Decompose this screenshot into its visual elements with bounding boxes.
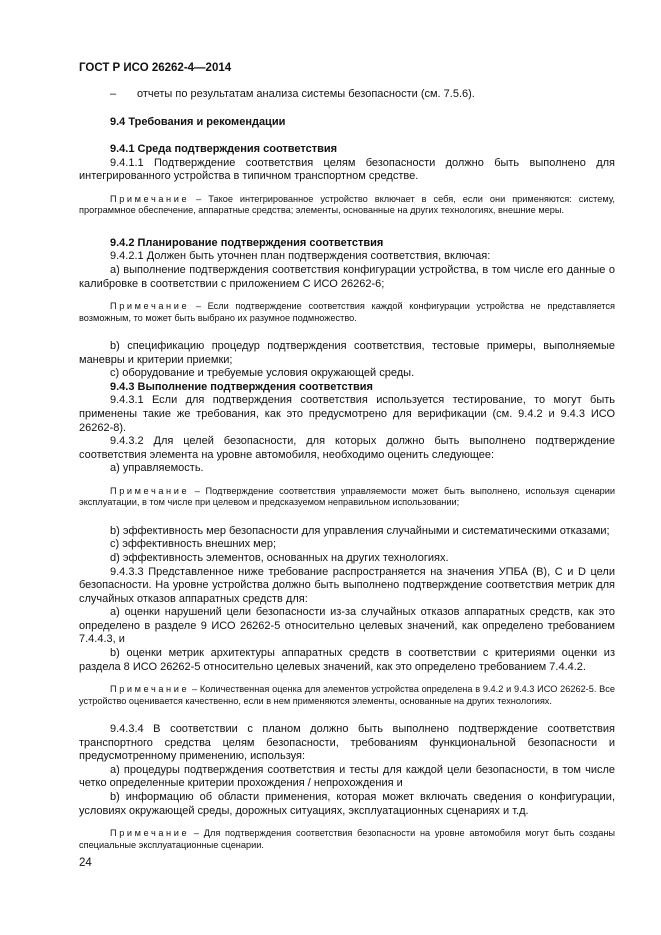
paragraph-9-4-3-2-d: d) эффективность элементов, основанных на других технологиях. [110, 551, 449, 564]
note-label: Примечание [110, 301, 190, 312]
note-5 [79, 828, 615, 851]
paragraph-9-4-2-1-b: b) спецификацию процедур подтверждения соответствия, тестовые примеры, выполняемые маневры и критерии приемки; [79, 339, 615, 366]
section-heading-9-4-1: 9.4.1 Среда подтверждения соответствия [110, 143, 338, 156]
note-3 [79, 486, 615, 509]
paragraph-9-4-2-1-a: a) выполнение подтверждения соответствия конфигурации устройства, в том числе его данные о калибровке в соответствии с приложением С ИСО 26262-6; [79, 263, 615, 290]
section-heading-9-4: 9.4 Требования и рекомендации [110, 115, 286, 128]
dash-list-item-text: отчеты по результатам анализа системы безопасности (см. 7.5.6). [137, 88, 475, 100]
paragraph-9-4-3-2-c: c) эффективность внешних мер; [110, 538, 277, 551]
paragraph-9-4-1-1: 9.4.1.1 Подтверждение соответствия целям безопасности должно быть выполнено для интегрированного устройства в типичном транспортном средстве. [79, 156, 615, 183]
paragraph-9-4-2-1: 9.4.2.1 Должен быть уточнен план подтверждения соответствия, включая: [110, 250, 491, 263]
paragraph-9-4-3-3-b: b) оценки метрик архитектуры аппаратных средств в соответствии с критериями оценки из раздела 8 ИСО 26262-5 относительно целевых значений, как это определено требованием 7.4.4.2. [79, 647, 615, 673]
paragraph-9-4-3-3: 9.4.3.3 Представленное ниже требование распространяется на значения УПБА (В), С и D цели безопасности. На уровне устройства должно быть выполнено подтверждение соответствия метрик для случайных отказов аппаратных средств для: [79, 565, 615, 605]
note-label: Примечание [110, 684, 190, 695]
note-label: Примечание [110, 485, 190, 496]
note-text: – Количественная оценка для элементов устройства определена в 9.4.2 и 9.4.3 ИСО 26262-5. Все устройство оценивается качественно, если в нем применяются элементы, основанные на других технологиях. [79, 684, 615, 706]
paragraph-9-4-3-4-b: b) информацию об области применения, которая может включать сведения о конфигурации, условиях окружающей среды, дорожных ситуациях, эксплуатационных сценариях и т.д. [79, 791, 615, 817]
section-heading-9-4-2: 9.4.2 Планирование подтверждения соответствия [110, 236, 384, 249]
note-label: Примечание [110, 193, 190, 204]
section-heading-9-4-3: 9.4.3 Выполнение подтверждения соответствия [110, 380, 373, 393]
note-2 [79, 301, 615, 324]
paragraph-9-4-3-2-b: b) эффективность мер безопасности для управления случайными и систематическими отказами; [110, 524, 610, 537]
paragraph-9-4-3-4-a: a) процедуры подтверждения соответствия и тесты для каждой цели безопасности, в том числе четко определенные критерии прохождения / непрохождения и [79, 763, 615, 790]
paragraph-9-4-2-1-c: c) оборудование и требуемые условия окружающей среды. [110, 367, 415, 380]
note-text: – Если подтверждение соответствия каждой конфигурации устройства не представляется возможным, то может быть выбрано их разумное подмножество. [79, 301, 615, 323]
paragraph-9-4-3-1: 9.4.3.1 Если для подтверждения соответствия используется тестирование, то могут быть применены такие же требования, как это предусмотрено для верификации (см. 9.4.2 и 9.4.3 ИСО 26262-8). [79, 394, 615, 434]
page-number: 24 [79, 857, 92, 869]
paragraph-9-4-3-3-a: a) оценки нарушений цели безопасности из-за случайных отказов аппаратных средств, как это определено в разделе 9 ИСО 26262-5 относительно целевых значений, как определено требованием 7.4.4.3, и [79, 606, 615, 646]
document-header: ГОСТ Р ИСО 26262-4—2014 [79, 62, 232, 74]
note-1 [79, 194, 615, 217]
paragraph-9-4-3-4: 9.4.3.4 В соответствии с планом должно быть выполнено подтверждение соответствия транспортного средства целям безопасности, требованиям функциональной безопасности и предусмотренному применению, используя: [79, 723, 615, 763]
note-4 [79, 684, 615, 707]
note-text: – Подтверждение соответствия управляемости может быть выполнено, используя сценарии эксплуатации, в том числе при целевом и предсказуемом неправильном использовании; [79, 485, 615, 508]
paragraph-9-4-3-2: 9.4.3.2 Для целей безопасности, для которых должно быть выполнено подтверждение соответствия элемента на уровне автомобиля, необходимо оценить следующее: [79, 435, 615, 461]
note-text: – Такое интегрированное устройство включает в себя, если они применяются: систему, программное обеспечение, аппаратные средства; элементы, основанные на других технологиях, внешние меры. [79, 193, 615, 216]
note-label: Примечание [110, 828, 190, 839]
document-body [79, 88, 615, 857]
note-text: – Для подтверждения соответствия безопасности на уровне автомобиля могут быть созданы специальные эксплуатационные сценарии. [79, 828, 615, 850]
paragraph-9-4-3-2-a: a) управляемость. [110, 462, 204, 475]
dash-list-item: – отчеты по результатам анализа системы безопасности (см. 7.5.6). [110, 88, 475, 100]
